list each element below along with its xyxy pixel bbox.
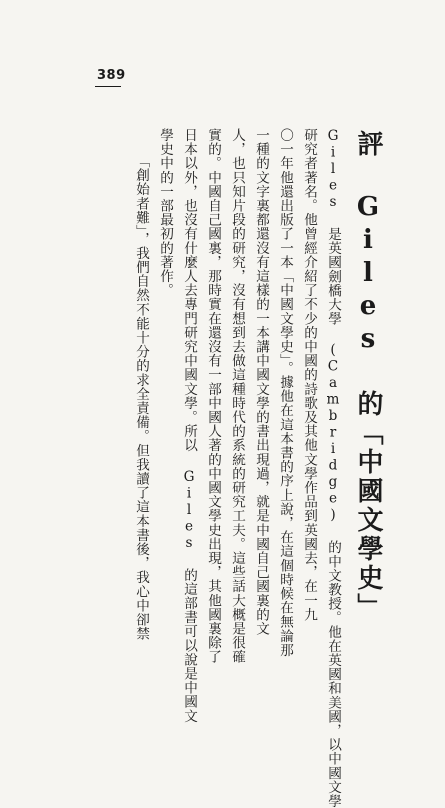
text-column: 人，也只知片段的研究，沒有想到去做這種時代的系統的研究工夫。這些話大概是很確 [229,128,245,664]
text-column: 學史中的一部最初的著作。 [157,128,173,298]
page-number: 389 [97,68,126,83]
text-column: 研究者著名。他曾經介紹了不少的中國的詩歌及其他文學作品到英國去，在一九 [301,128,317,622]
text-column: 「創始者難」，我們自然不能十分的求全責備。但我讀了這本書後，我心中卻禁 [133,154,149,641]
text-column: Giles 是英國劍橋大學 (Cambridge) 的中文教授。他在英國和美國，以中國文學 [325,128,341,808]
page-title: 評 Giles 的「中國文學史」 [353,130,383,622]
text-column: 實的。中國自己國裏，那時實在還沒有一部中國人著的中國文學史出現，其他國裏除了 [205,128,221,664]
body-text [129,128,345,808]
text-column: 〇一年他還出版了一本「中國文學史」。據他在這本書的序上說，在這個時候在無論那 [277,128,293,657]
text-column: 一種的文字裏都還沒有這樣的一本講中國文學的書出現過，就是中國自己國裏的文 [253,128,269,636]
page-number-rule [95,86,121,87]
text-column: 日本以外，也沒有什麼人去專門研究中國文學。所以 Giles 的這部書可以說是中國文 [181,128,197,723]
